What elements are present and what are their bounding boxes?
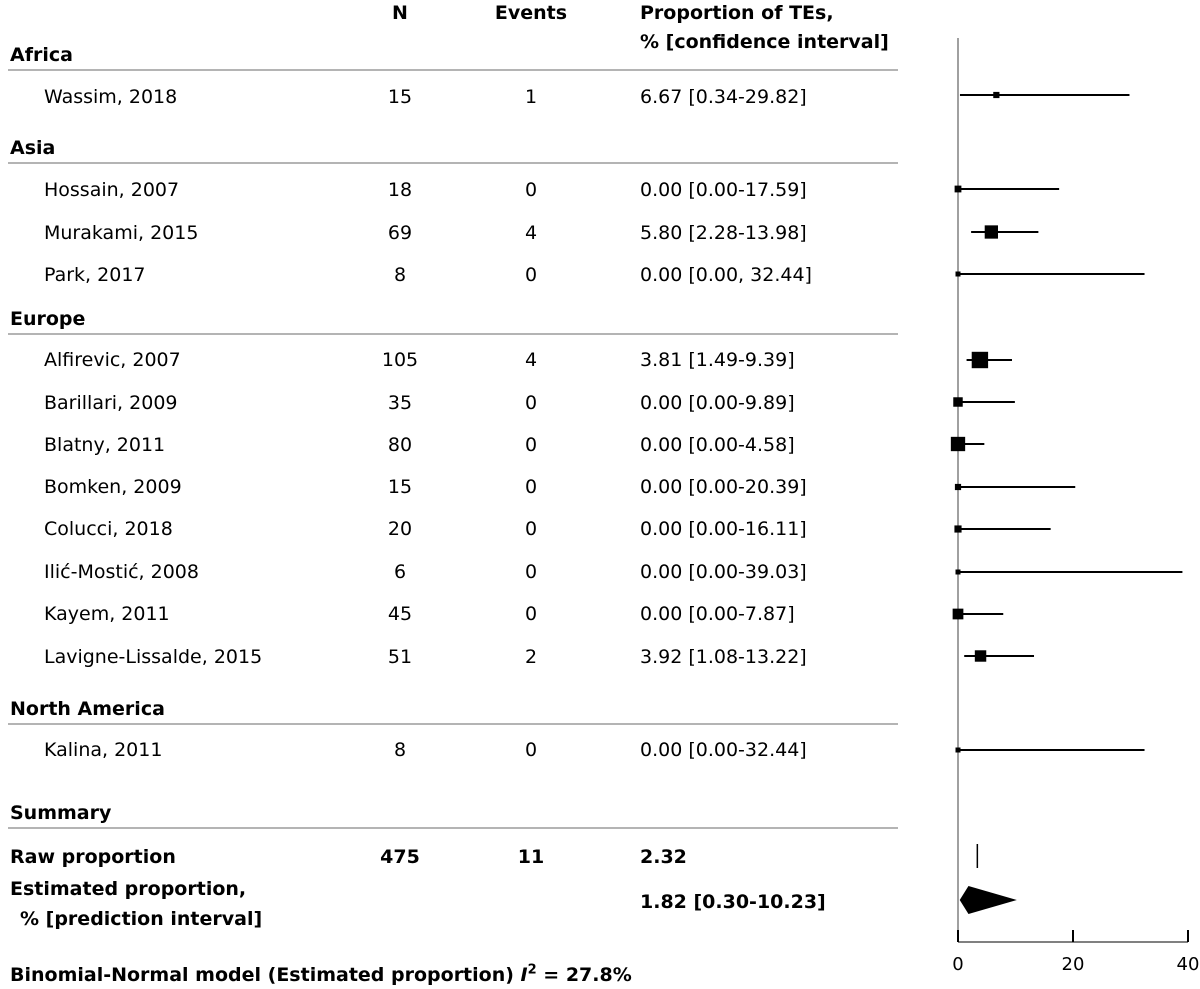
study-name: Blatny, 2011 — [44, 434, 166, 456]
study-proportion: 0.00 [0.00-39.03] — [640, 561, 807, 583]
header-proportion-line1: Proportion of TEs, — [640, 2, 834, 24]
study-events: 4 — [524, 349, 538, 371]
point-estimate — [955, 186, 962, 193]
study-events: 1 — [524, 86, 538, 108]
region-label-africa: Africa — [10, 44, 73, 66]
study-events: 0 — [524, 264, 538, 286]
study-events: 0 — [524, 739, 538, 761]
point-estimate — [972, 352, 988, 368]
header-proportion-line2: % [confidence interval] — [640, 31, 889, 53]
study-n: 35 — [387, 392, 413, 414]
point-estimate — [953, 397, 962, 406]
region-label-asia: Asia — [10, 137, 56, 159]
study-proportion: 0.00 [0.00, 32.44] — [640, 264, 812, 286]
region-label-north-america: North America — [10, 698, 165, 720]
summary-label: Summary — [10, 802, 112, 824]
point-estimate — [954, 525, 961, 532]
study-name: Ilić-Mostić, 2008 — [44, 561, 199, 583]
raw-proportion-label: Raw proportion — [10, 846, 176, 868]
study-n: 8 — [393, 739, 407, 761]
study-proportion: 0.00 [0.00-16.11] — [640, 518, 807, 540]
estimated-proportion-label-line2: % [prediction interval] — [20, 908, 263, 930]
study-n: 8 — [393, 264, 407, 286]
study-events: 0 — [524, 603, 538, 625]
study-proportion: 3.81 [1.49-9.39] — [640, 349, 795, 371]
study-name: Lavigne-Lissalde, 2015 — [44, 646, 263, 668]
header-events: Events — [494, 2, 568, 24]
study-events: 0 — [524, 434, 538, 456]
point-estimate — [956, 570, 961, 575]
point-estimate — [956, 272, 961, 277]
footnote-i2-letter: I — [520, 964, 528, 986]
study-name: Colucci, 2018 — [44, 518, 173, 540]
study-proportion: 0.00 [0.00-17.59] — [640, 179, 807, 201]
point-estimate — [951, 437, 965, 451]
study-n: 45 — [387, 603, 413, 625]
study-proportion: 0.00 [0.00-9.89] — [640, 392, 795, 414]
raw-proportion-value: 2.32 — [640, 846, 687, 868]
estimated-proportion-label-line1: Estimated proportion, — [10, 878, 247, 900]
study-proportion: 6.67 [0.34-29.82] — [640, 86, 807, 108]
footnote-superscript: 2 — [527, 962, 537, 978]
study-events: 0 — [524, 518, 538, 540]
study-proportion: 5.80 [2.28-13.98] — [640, 222, 807, 244]
point-estimate — [985, 225, 998, 238]
study-name: Kalina, 2011 — [44, 739, 163, 761]
study-n: 51 — [387, 646, 413, 668]
point-estimate — [953, 609, 964, 620]
region-label-europe: Europe — [10, 308, 86, 330]
study-proportion: 0.00 [0.00-32.44] — [640, 739, 807, 761]
study-n: 20 — [387, 518, 413, 540]
study-n: 15 — [387, 86, 413, 108]
study-name: Murakami, 2015 — [44, 222, 199, 244]
x-tick-label: 20 — [1061, 954, 1085, 975]
study-events: 0 — [524, 179, 538, 201]
study-n: 69 — [387, 222, 413, 244]
study-proportion: 0.00 [0.00-4.58] — [640, 434, 795, 456]
raw-proportion-events: 11 — [517, 846, 545, 868]
x-tick-label: 0 — [952, 954, 964, 975]
study-n: 18 — [387, 179, 413, 201]
study-n: 15 — [387, 476, 413, 498]
point-estimate — [975, 650, 986, 661]
point-estimate — [993, 92, 999, 98]
study-name: Park, 2017 — [44, 264, 146, 286]
footnote-text: Binomial-Normal model (Estimated proportion) — [10, 964, 521, 986]
study-events: 0 — [524, 476, 538, 498]
study-name: Kayem, 2011 — [44, 603, 170, 625]
study-name: Hossain, 2007 — [44, 179, 180, 201]
study-events: 0 — [524, 561, 538, 583]
study-n: 6 — [393, 561, 407, 583]
study-name: Barillari, 2009 — [44, 392, 178, 414]
study-name: Bomken, 2009 — [44, 476, 182, 498]
estimated-proportion-value: 1.82 [0.30-10.23] — [640, 891, 826, 913]
raw-proportion-n: 475 — [380, 846, 420, 868]
point-estimate — [956, 748, 961, 753]
study-n: 105 — [381, 349, 419, 371]
study-proportion: 0.00 [0.00-20.39] — [640, 476, 807, 498]
study-name: Wassim, 2018 — [44, 86, 178, 108]
study-events: 2 — [524, 646, 538, 668]
study-name: Alfirevic, 2007 — [44, 349, 181, 371]
study-events: 0 — [524, 392, 538, 414]
point-estimate — [955, 484, 961, 490]
study-proportion: 3.92 [1.08-13.22] — [640, 646, 807, 668]
pooled-estimate-diamond — [960, 886, 1017, 914]
header-n: N — [392, 2, 408, 24]
study-n: 80 — [387, 434, 413, 456]
study-events: 4 — [524, 222, 538, 244]
x-tick-label: 40 — [1176, 954, 1200, 975]
footnote-i2-value: = 27.8% — [536, 964, 632, 986]
study-proportion: 0.00 [0.00-7.87] — [640, 603, 795, 625]
